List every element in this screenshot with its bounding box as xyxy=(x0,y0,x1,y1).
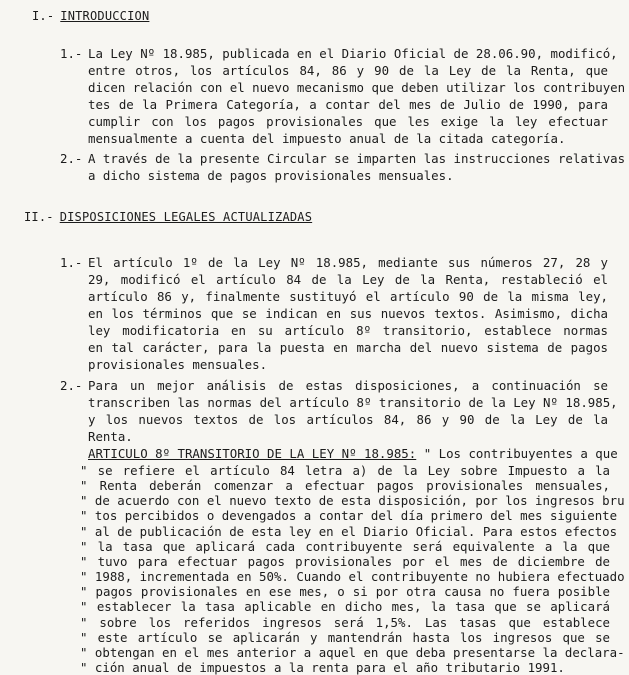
paragraph-line: El artículo 1º de la Ley Nº 18.985, mediante sus números 27, 28 y xyxy=(88,255,608,270)
section-1-heading xyxy=(32,9,149,23)
section-2-heading xyxy=(24,210,312,224)
paragraph-line: tes de la Primera Categoría, a contar del mes de Julio de 1990, para xyxy=(88,97,608,112)
paragraph-line: ley modificatoria en su artículo 8º transitorio, establece normas xyxy=(88,323,608,338)
quote-line: " 1988, incrementada en 50%. Cuando el contribuyente no hubiera efectuado xyxy=(80,569,625,585)
paragraph-line: transcriben las normas del artículo 8º transitorio de la Ley Nº 18.985, xyxy=(88,395,618,410)
paragraph-line: artículo 86 y, finalmente sustituyó el artículo 90 de la misma ley, xyxy=(88,289,608,304)
article-first-line: " Los contribuyentes a que xyxy=(423,446,618,461)
paragraph-line: mensualmente a cuenta del impuesto anual de la citada categoría. xyxy=(88,131,566,146)
quote-line: " pagos provisionales en ese mes, o si por otra causa no fuera posible xyxy=(80,584,610,600)
paragraph-line: y los nuevos textos de los artículos 84, 86 y 90 de la Ley de la xyxy=(88,412,608,427)
quote-line: " ción anual de impuestos a la renta para el año tributario 1991. xyxy=(80,660,565,675)
article-heading: ARTICULO 8º TRANSITORIO DE LA LEY Nº 18.985: xyxy=(88,446,417,461)
section-title: DISPOSICIONES LEGALES ACTUALIZADAS xyxy=(59,210,313,224)
paragraph-line: a dicho sistema de pagos provisionales mensuales. xyxy=(88,168,454,183)
quote-line: " al de publicación de esta ley en el Diario Oficial. Para estos efectos xyxy=(80,523,618,539)
quote-line: " se refiere el artículo 84 letra a) de la Ley sobre Impuesto a la xyxy=(80,463,610,478)
section-title: INTRODUCCION xyxy=(60,9,150,23)
paragraph-line: dicen relación con el nuevo mecanismo que deben utilizar los contribuyen xyxy=(88,80,626,95)
item-number: 1.- xyxy=(60,46,83,61)
quote-line: " tuvo para efectuar pagos provisionales por el mes de diciembre de xyxy=(80,553,610,569)
item-number: 2.- xyxy=(60,378,83,393)
paragraph-line: en tal carácter, para la puesta en marcha del nuevo sistema de pagos xyxy=(88,340,608,355)
quote-line: " obtengan en el mes anterior a aquel en que deba presentarse la declara- xyxy=(80,644,625,660)
quote-line: " establecer la tasa aplicable en dicho mes, la tasa que se aplicará xyxy=(80,599,610,615)
paragraph-line: Renta. xyxy=(88,429,133,444)
paragraph-line: 29, modificó el artículo 84 de la Ley de la Renta, restableció el xyxy=(88,272,608,287)
section-number: I.- xyxy=(32,9,55,23)
section-number: II.- xyxy=(24,210,54,224)
quote-line: " de acuerdo con el nuevo texto de esta disposición, por los ingresos bru xyxy=(80,493,625,509)
paragraph-line: en los términos que se indican en sus nuevos textos. Asimismo, dicha xyxy=(88,306,608,321)
article-heading-line xyxy=(88,446,618,461)
item-number: 1.- xyxy=(60,255,83,270)
paragraph-line: A través de la presente Circular se imparten las instrucciones relativas xyxy=(88,151,626,166)
quote-line: " la tasa que aplicará cada contribuyente será equivalente a la que xyxy=(80,538,610,554)
quote-line: " sobre los referidos ingresos será 1,5%. Las tasas que establece xyxy=(80,614,610,630)
paragraph-line: cumplir con los pagos provisionales que les exige la ley efectuar xyxy=(88,114,608,129)
paragraph-line: La Ley Nº 18.985, publicada en el Diario Oficial de 28.06.90, modificó, xyxy=(88,46,618,61)
paragraph-line: Para un mejor análisis de estas disposiciones, a continuación se xyxy=(88,378,608,393)
paragraph-line: entre otros, los artículos 84, 86 y 90 de la Ley de la Renta, que xyxy=(88,63,608,78)
quote-line: " este artículo se aplicarán y mantendrán hasta los ingresos que se xyxy=(80,629,610,645)
quote-line: " Renta deberán comenzar a efectuar pagos provisionales mensuales, xyxy=(80,478,610,494)
paragraph-line: provisionales mensuales. xyxy=(88,357,268,372)
item-number: 2.- xyxy=(60,151,83,166)
quote-line: " tos percibidos o devengados a contar del día primero del mes siguiente xyxy=(80,508,618,524)
